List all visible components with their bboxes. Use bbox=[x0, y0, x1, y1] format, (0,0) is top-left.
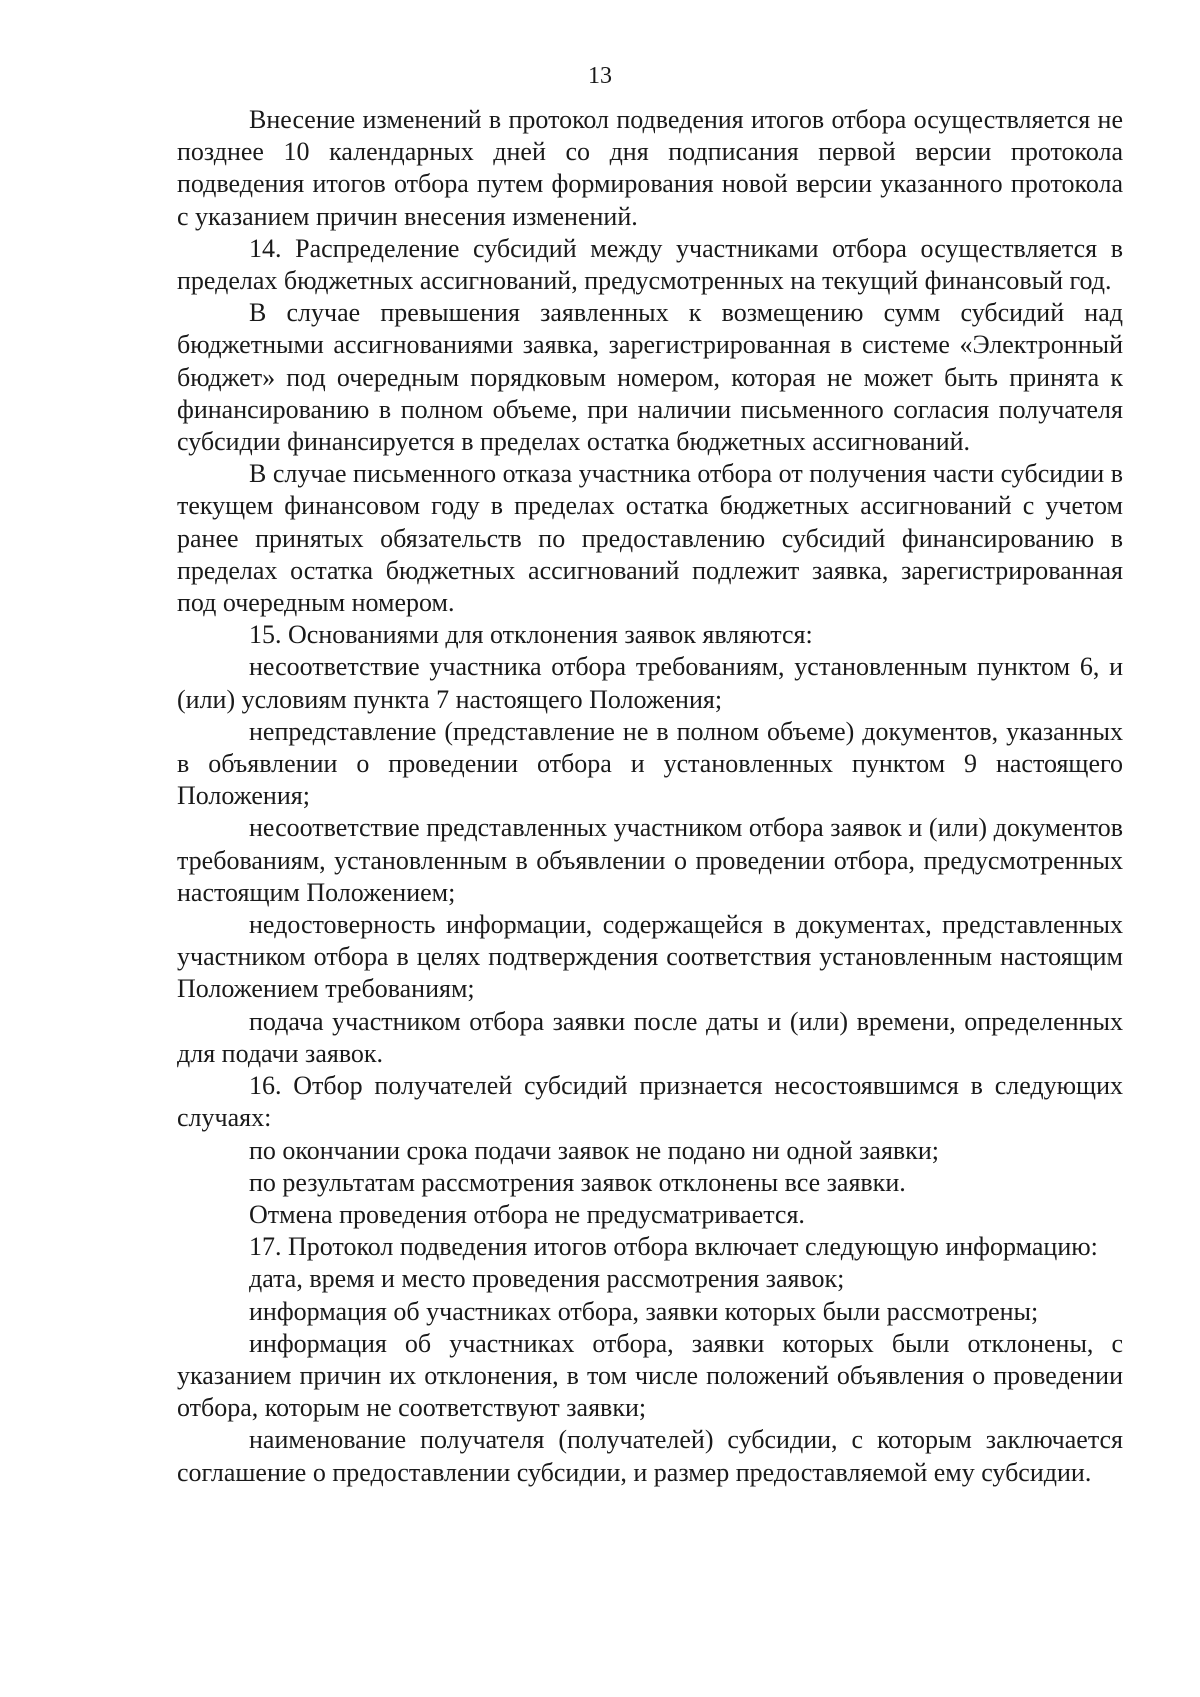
paragraph-protocol-changes: Внесение изменений в протокол подведения итогов отбора осуществляется не позднее 10 календарных дней со дня подписания первой версии протокола подведения итогов отбора путем формирования новой версии указанного протокола с указанием причин внесения изменений. bbox=[177, 105, 1123, 231]
paragraph-item-recipient: наименование получателя (получателей) субсидии, с которым заключается соглашение о предоставлении субсидии, и размер предоставляемой ему субсидии. bbox=[177, 1425, 1123, 1487]
paragraph-item-reviewed: информация об участниках отбора, заявки которых были рассмотрены; bbox=[249, 1296, 1039, 1326]
paragraph-item-date-place: дата, время и место проведения рассмотрения заявок; bbox=[249, 1264, 845, 1294]
paragraph-ground-late-submission: подача участником отбора заявки после даты и (или) времени, определенных для подачи заявок. bbox=[177, 1006, 1123, 1068]
page-number: 13 bbox=[588, 63, 612, 89]
paragraph-ground-nonconformity: несоответствие участника отбора требованиям, установленным пунктом 6, и (или) условиям пункта 7 настоящего Положения; bbox=[177, 652, 1123, 714]
paragraph-item-rejected: информация об участниках отбора, заявки которых были отклонены, с указанием причин их отклонения, в том числе положений объявления о проведении отбора, которым не соответствуют заявки; bbox=[177, 1328, 1123, 1423]
paragraph-ground-missing-docs: непредставление (представление не в полном объеме) документов, указанных в объявлении о проведении отбора и установленных пунктом 9 настоящего Положения; bbox=[177, 716, 1123, 811]
paragraph-17-protocol-contents: 17. Протокол подведения итогов отбора включает следующую информацию: bbox=[249, 1232, 1098, 1262]
paragraph-case-no-applications: по окончании срока подачи заявок не подано ни одной заявки; bbox=[249, 1135, 939, 1165]
paragraph-no-cancellation: Отмена проведения отбора не предусматривается. bbox=[249, 1199, 805, 1229]
paragraph-16-failed-selection: 16. Отбор получателей субсидий признается несостоявшимся в следующих случаях: bbox=[177, 1071, 1123, 1133]
paragraph-14-distribution: 14. Распределение субсидий между участниками отбора осуществляется в пределах бюджетных ассигнований, предусмотренных на текущий финансовый год. bbox=[177, 233, 1123, 296]
paragraph-ground-false-info: недостоверность информации, содержащейся в документах, представленных участником отбора в целях подтверждения соответствия установленным настоящим Положением требованиям; bbox=[177, 910, 1123, 1004]
paragraph-case-all-rejected: по результатам рассмотрения заявок отклонены все заявки. bbox=[249, 1167, 906, 1197]
paragraph-refusal-case: В случае письменного отказа участника отбора от получения части субсидии в текущем финансовом году в пределах остатка бюджетных ассигнований с учетом ранее принятых обязательств по предоставлению субсидий финансированию в пределах остатка бюджетных ассигнований подлежит заявка, зарегистрированная под очередным номером. bbox=[177, 459, 1123, 618]
paragraph-excess-case: В случае превышения заявленных к возмещению сумм субсидий над бюджетными ассигнованиями заявка, зарегистрированная в системе «Электронный бюджет» под очередным порядковым номером, которая не может быть принята к финансированию в полном объеме, при наличии письменного согласия получателя субсидии финансируется в пределах остатка бюджетных ассигнований. bbox=[177, 298, 1123, 457]
paragraph-ground-docs-mismatch: несоответствие представленных участником отбора заявок и (или) документов требованиям, установленным в объявлении о проведении отбора, предусмотренных настоящим Положением; bbox=[177, 813, 1123, 907]
document-body bbox=[177, 104, 1123, 1489]
paragraph-15-rejection-grounds: 15. Основаниями для отклонения заявок являются: bbox=[249, 620, 813, 650]
